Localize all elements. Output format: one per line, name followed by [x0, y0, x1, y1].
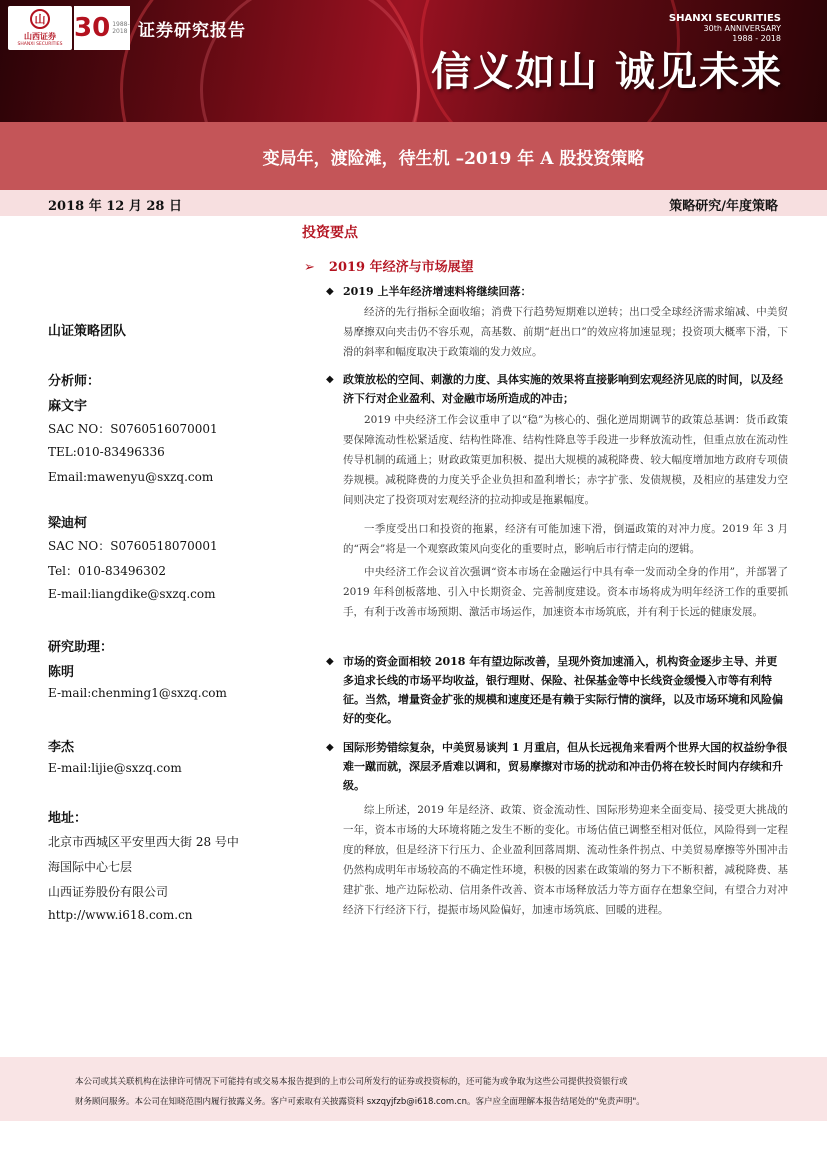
- slogan: 信义如山 诚见未来: [431, 48, 783, 95]
- subhead: [304, 256, 474, 275]
- company-logo: [8, 6, 72, 50]
- date-bar: [0, 190, 827, 216]
- anniversary-logo: [74, 6, 130, 50]
- body-paragraph: 综上所述，2019 年是经济、政策、资金流动性、国际形势迎来全面变局、接受更大挑战的一年，资本市场的大环境将随之发生不断的变化。市场估值已调整至相对低位，风险得到一定程度的释放，但是经济下行压力、企业盈利回落周期、流动性条件拐点、中美贸易摩擦等外围冲击仍然构成明年市场较高的不确定性环境，积极的因素在政策端的努力下不断积蓄，减税降费、基建扩张、地产边际松动、信用条件改善、资本市场释放活力等方面存在想象空间，有望合力对冲经济下行经济下行，提振市场风险偏好，加速市场筑底、回暖的进程。: [343, 804, 788, 916]
- analyst-email[interactable]: Email:mawenyu@sxzq.com: [48, 470, 214, 484]
- key-point: [326, 652, 788, 728]
- analyst-tel: TEL:010-83496336: [48, 445, 165, 459]
- body-paragraph: 中央经济工作会议首次强调“资本市场在金融运行中具有牵一发而动全身的作用”，并部署了 2019 年科创板落地、引入中长期资金、完善制度建设。资本市场将成为明年经济工作的重要抓手，有利于改善市场预期、激活市场运作，加速资本市场筑底，并有利于长远的健康发展。: [343, 566, 788, 618]
- team-name: 山证策略团队: [48, 324, 127, 339]
- diamond-bullet-icon: ◆: [326, 374, 334, 385]
- anniversary-years-small: 1988-2018: [112, 21, 130, 35]
- report-date: 2018 年 12 月 28 日: [48, 199, 182, 214]
- analyst-name: 梁迪柯: [48, 516, 88, 531]
- address-line: 海国际中心七层: [48, 860, 133, 874]
- key-point: [326, 370, 788, 408]
- body-paragraph: 经济的先行指标全面收缩；消费下行趋势短期难以逆转；出口受全球经济需求缩减、中美贸易摩擦双向夹击仍不容乐观，高基数、前期“赶出口”的效应将加速显现；投资项大概率下滑，下滑的斜率和幅度取决于政策端的发力效应。: [343, 306, 788, 358]
- assistant-label: 研究助理：: [48, 640, 114, 655]
- assistant-name: 李杰: [48, 740, 75, 755]
- report-category: 策略研究/年度策略: [669, 199, 778, 214]
- analyst-sac: SAC NO：S0760518070001: [48, 539, 218, 553]
- address-line: 山西证券股份有限公司: [48, 885, 169, 899]
- anniversary-years: 1988 - 2018: [732, 34, 781, 43]
- analyst-sac: SAC NO：S0760516070001: [48, 422, 218, 436]
- assistant-email[interactable]: E-mail:lijie@sxzq.com: [48, 761, 182, 775]
- key-point-text: 政策放松的空间、刺激的力度、具体实施的效果将直接影响到宏观经济见底的时间，以及经济下行对企业盈利、对金融市场所造成的冲击；: [343, 373, 783, 405]
- assistant-email[interactable]: E-mail:chenming1@sxzq.com: [48, 686, 227, 700]
- assistant-name: 陈明: [48, 665, 75, 680]
- report-type-label: 证券研究报告: [138, 21, 246, 41]
- title-band: [0, 122, 827, 190]
- analyst-email[interactable]: E-mail:liangdike@sxzq.com: [48, 587, 216, 601]
- body-paragraph: 一季度受出口和投资的拖累，经济有可能加速下滑，倒逼政策的对冲力度。2019 年 3 月的“两会”将是一个观察政策风向变化的重要时点，影响后市行情走向的逻辑。: [343, 523, 788, 555]
- report-banner: [0, 0, 827, 122]
- address-line: 北京市西城区平安里西大街 28 号中: [48, 835, 239, 849]
- website-link[interactable]: http://www.i618.com.cn: [48, 908, 193, 922]
- arrow-bullet-icon: ➢: [304, 260, 315, 275]
- report-title: 变局年，渡险滩，待生机 –2019 年 A 股投资策略: [262, 148, 645, 169]
- disclaimer-footer: [0, 1057, 827, 1121]
- diamond-bullet-icon: ◆: [326, 742, 334, 753]
- logo-en-text: SHANXI SECURITIES: [17, 42, 63, 47]
- diamond-bullet-icon: ◆: [326, 656, 334, 667]
- logo-icon: 山: [30, 9, 50, 29]
- analyst-name: 麻文宇: [48, 399, 88, 414]
- anniversary-mark: 30: [74, 13, 111, 43]
- disclaimer-line: 财务顾问服务。本公司在知晓范围内履行披露义务。客户可索取有关披露资料 sxzqyjfzb@i618.com.cn。客户应全面理解本报告结尾处的"免责声明"。: [75, 1097, 645, 1107]
- analyst-tel: Tel：010-83496302: [48, 564, 167, 578]
- disclaimer-line: 本公司或其关联机构在法律许可情况下可能持有或交易本报告提到的上市公司所发行的证券或投资标的，还可能为或争取为这些公司提供投资银行或: [75, 1077, 628, 1087]
- anniversary-company: SHANXI SECURITIES: [668, 13, 781, 24]
- key-point: [326, 738, 788, 795]
- key-point-text: 2019 上半年经济增速料将继续回落：: [343, 285, 532, 298]
- analyst-label: 分析师：: [48, 374, 101, 389]
- subhead-text: 2019 年经济与市场展望: [328, 260, 474, 275]
- logo-cn-text: 山西证券: [24, 32, 56, 41]
- key-point-text: 市场的资金面相较 2018 年有望边际改善，呈现外资加速涌入，机构资金逐步主导、并更多追求长线的市场平均收益，银行理财、保险、社保基金等中长线资金缓慢入市等有利特征。当然，增量资金扩张的规模和速度还是有赖于实际行情的演绎，以及市场环境和风险偏好的变化。: [343, 655, 783, 725]
- key-point-text: 国际形势错综复杂，中美贸易谈判 1 月重启，但从长远视角来看两个世界大国的权益纷争很难一蹴而就，深层矛盾难以调和，贸易摩擦对市场的扰动和冲击仍将在较长时间内存续和升级。: [343, 741, 788, 792]
- diamond-bullet-icon: ◆: [326, 286, 334, 297]
- section-title: 投资要点: [302, 225, 358, 241]
- address-label: 地址：: [48, 811, 88, 826]
- anniversary-text: 30th ANNIVERSARY: [703, 24, 781, 33]
- body-paragraph: 2019 中央经济工作会议重申了以“稳”为核心的、强化逆周期调节的政策总基调：货币政策要保障流动性松紧适度、结构性降准、结构性降息等手段进一步释放流动性，但重点放在流动性传导机制的疏通上；财政政策更加积极、提出大规模的减税降费、较大幅度增加地方政府专项债券规模。减税降费的力度关乎企业负担和盈利增长；赤字扩张、发债规模，及相应的基建发力空间则决定了投资项对宏观经济的拉动抑或是拖累幅度。: [343, 414, 788, 506]
- key-point: [326, 282, 788, 301]
